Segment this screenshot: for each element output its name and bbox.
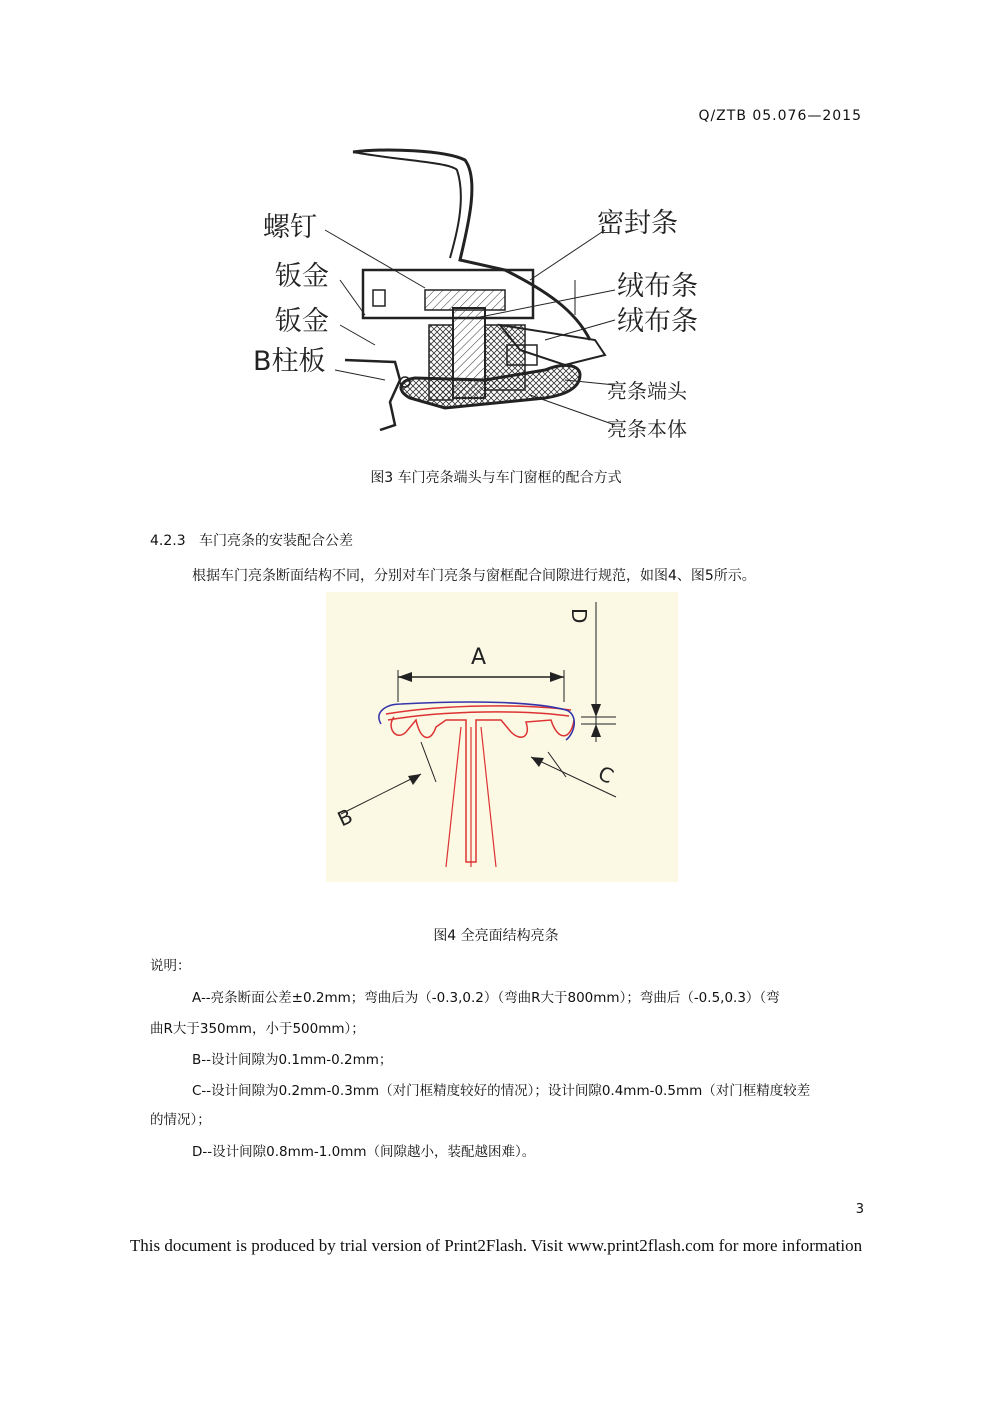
label-flock-1: 绒布条 bbox=[617, 271, 698, 302]
b-pillar-panel bbox=[345, 360, 400, 430]
label-b: B bbox=[333, 803, 357, 832]
notes-heading: 说明： bbox=[150, 958, 191, 974]
figure-3-caption: 图3 车门亮条端头与车门窗框的配合方式 bbox=[370, 470, 622, 486]
section-paragraph: 根据车门亮条断面结构不同，分别对车门亮条与窗框配合间隙进行规范，如图4、图5所示。 bbox=[192, 568, 756, 584]
section-title: 车门亮条的安装配合公差 bbox=[198, 533, 353, 549]
section-number: 4.2.3 bbox=[150, 533, 186, 549]
label-flock-2: 绒布条 bbox=[617, 306, 698, 337]
page-number: 3 bbox=[855, 1202, 864, 1217]
label-trim-end: 亮条端头 bbox=[607, 379, 687, 403]
label-c: C bbox=[594, 760, 618, 789]
label-screw: 螺钉 bbox=[263, 212, 317, 243]
figure-4-caption: 图4 全亮面结构亮条 bbox=[433, 928, 559, 944]
document-code: Q/ZTB 05.076—2015 bbox=[698, 108, 862, 124]
note-a-line2: 曲R大于350mm，小于500mm）； bbox=[150, 1021, 365, 1037]
section-heading bbox=[150, 530, 353, 550]
note-b: B--设计间隙为0.1mm-0.2mm； bbox=[192, 1052, 393, 1068]
note-a-line1: A--亮条断面公差±0.2mm；弯曲后为（-0.3,0.2）（弯曲R大于800mm）；弯曲后（-0.5,0.3）（弯 bbox=[192, 990, 780, 1006]
label-sheet-metal-2: 钣金 bbox=[275, 306, 329, 337]
label-a: A bbox=[471, 645, 487, 670]
label-sheet-metal-1: 钣金 bbox=[275, 261, 329, 292]
figure-3-diagram bbox=[245, 140, 720, 460]
trial-footer: This document is produced by trial version of Print2Flash. Visit www.print2flash.com for more information bbox=[129, 1236, 863, 1255]
figure-4-panel bbox=[326, 592, 678, 882]
label-seal: 密封条 bbox=[597, 208, 678, 239]
label-trim-body: 亮条本体 bbox=[607, 417, 687, 441]
label-b-pillar: B柱板 bbox=[253, 346, 326, 377]
figure-4-diagram bbox=[326, 592, 678, 882]
note-c-line2: 的情况）； bbox=[150, 1112, 211, 1128]
note-d: D--设计间隙0.8mm-1.0mm（间隙越小，装配越困难）。 bbox=[192, 1144, 536, 1160]
note-c-line1: C--设计间隙为0.2mm-0.3mm（对门框精度较好的情况）；设计间隙0.4mm-0.5mm（对门框精度较差 bbox=[192, 1083, 811, 1099]
label-d: D bbox=[567, 608, 591, 624]
